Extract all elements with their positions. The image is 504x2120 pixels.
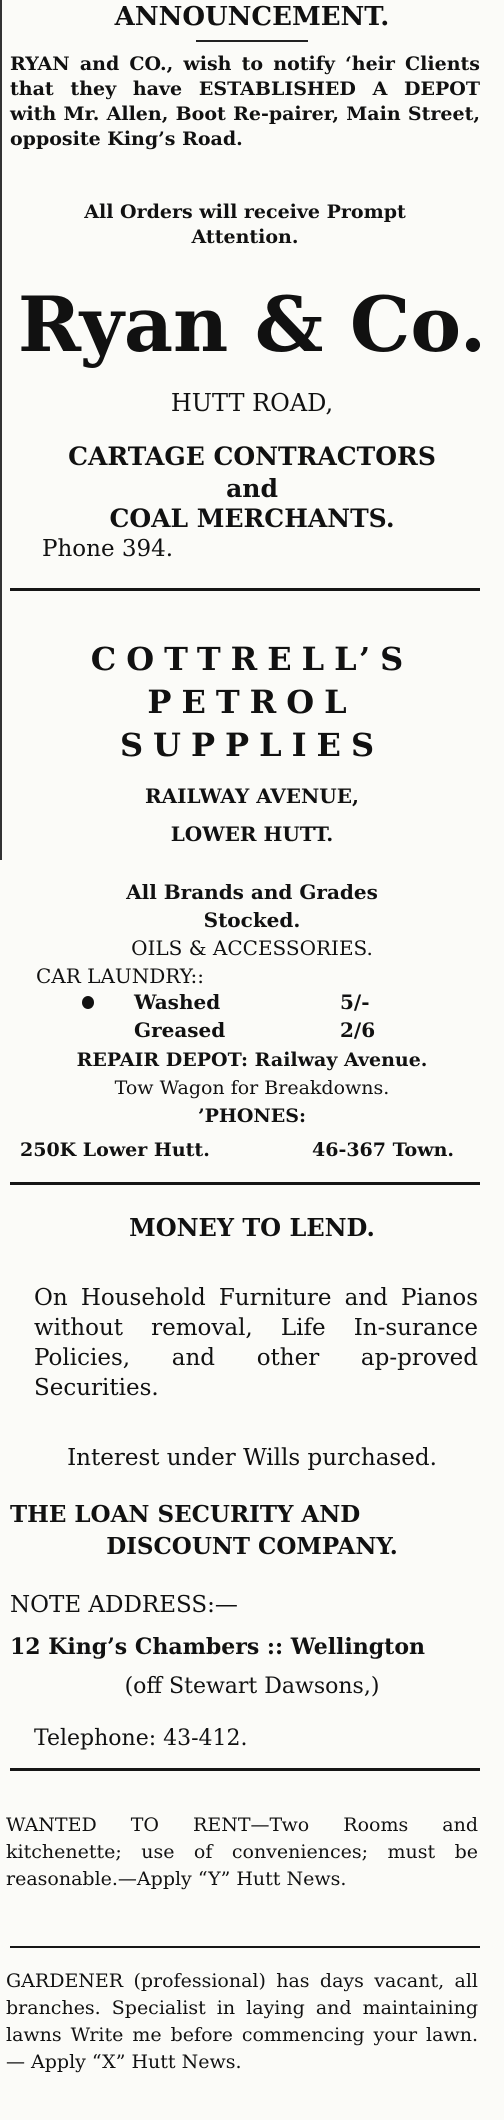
cottrell-oils: OILS & ACCESSORIES. [131, 936, 373, 960]
cottrell-phones-label: ’PHONES: [198, 1105, 306, 1127]
money-address: 12 King’s Chambers :: Wellington [10, 1634, 425, 1660]
money-note: NOTE ADDRESS:— [10, 1592, 238, 1618]
cottrell-address-2: LOWER HUTT. [170, 822, 334, 846]
money-company-2: DISCOUNT COMPANY. [106, 1533, 398, 1560]
money-company-1: THE LOAN SECURITY AND [10, 1501, 361, 1528]
cottrell-title-1: COTTRELL’S [90, 640, 414, 678]
cottrell-brands-2: Stocked. [203, 908, 301, 932]
ryan-name: Ryan & Co. [17, 280, 487, 369]
cottrell-phone-lower: 250K Lower Hutt. [20, 1139, 210, 1161]
cottrell-laundry: CAR LAUNDRY:: [36, 964, 204, 988]
cottrell-title-3: SUPPLIES [119, 726, 385, 764]
cottrell-phone-town: 46-367 Town. [312, 1139, 455, 1161]
cottrell-title-2: PETROL [147, 683, 357, 721]
ryan-address: HUTT ROAD, [170, 389, 334, 417]
gardener-body: GARDENER (professional) has days vacant, all branches. Specialist in laying and maintaining lawns Write me before commencing your lawn.— Apply “X” Hutt News. [6, 1970, 478, 2073]
money-heading: MONEY TO LEND. [129, 1213, 375, 1242]
divider-4 [10, 1946, 480, 1948]
cottrell-repair: REPAIR DEPOT: Railway Avenue. [76, 1049, 428, 1071]
announcement-heading: ANNOUNCEMENT. [114, 2, 390, 32]
divider-1 [10, 588, 480, 591]
money-body: On Household Furniture and Pianos without removal, Life In-surance Policies, and other ap-proved Securities. [34, 1285, 478, 1401]
blot-mark [82, 996, 94, 1009]
washed-price: 5/- [340, 990, 370, 1014]
divider-3 [10, 1768, 480, 1771]
cottrell-address-1: RAILWAY AVENUE, [145, 784, 359, 808]
ryan-line3: COAL MERCHANTS. [109, 504, 395, 533]
money-telephone: Telephone: 43-412. [34, 1726, 248, 1751]
greased-label: Greased [134, 1018, 226, 1042]
washed-label: Washed [134, 990, 221, 1014]
announcement-body: RYAN and CO., wish to notify ‘heir Clients that they have ESTABLISHED A DEPOT with Mr. Allen, Boot Re-pairer, Main Street, opposite King’s Road. [10, 53, 480, 150]
money-off: (off Stewart Dawsons,) [124, 1674, 380, 1699]
ryan-line1: CARTAGE CONTRACTORS [68, 442, 436, 471]
divider-2 [10, 1182, 480, 1185]
cottrell-tow: Tow Wagon for Breakdowns. [114, 1077, 390, 1099]
announcement-underline [196, 40, 308, 42]
cottrell-brands-1: All Brands and Grades [126, 880, 378, 904]
announcement-footer: All Orders will receive Prompt Attention. [84, 201, 406, 248]
money-interest: Interest under Wills purchased. [67, 1445, 437, 1471]
ryan-phone: Phone 394. [42, 536, 174, 562]
wanted-body: WANTED TO RENT—Two Rooms and kitchenette; use of conveniences; must be reasonable.—Apply “Y” Hutt News. [6, 1814, 478, 1890]
greased-price: 2/6 [340, 1018, 376, 1042]
ryan-line2: and [226, 474, 278, 503]
